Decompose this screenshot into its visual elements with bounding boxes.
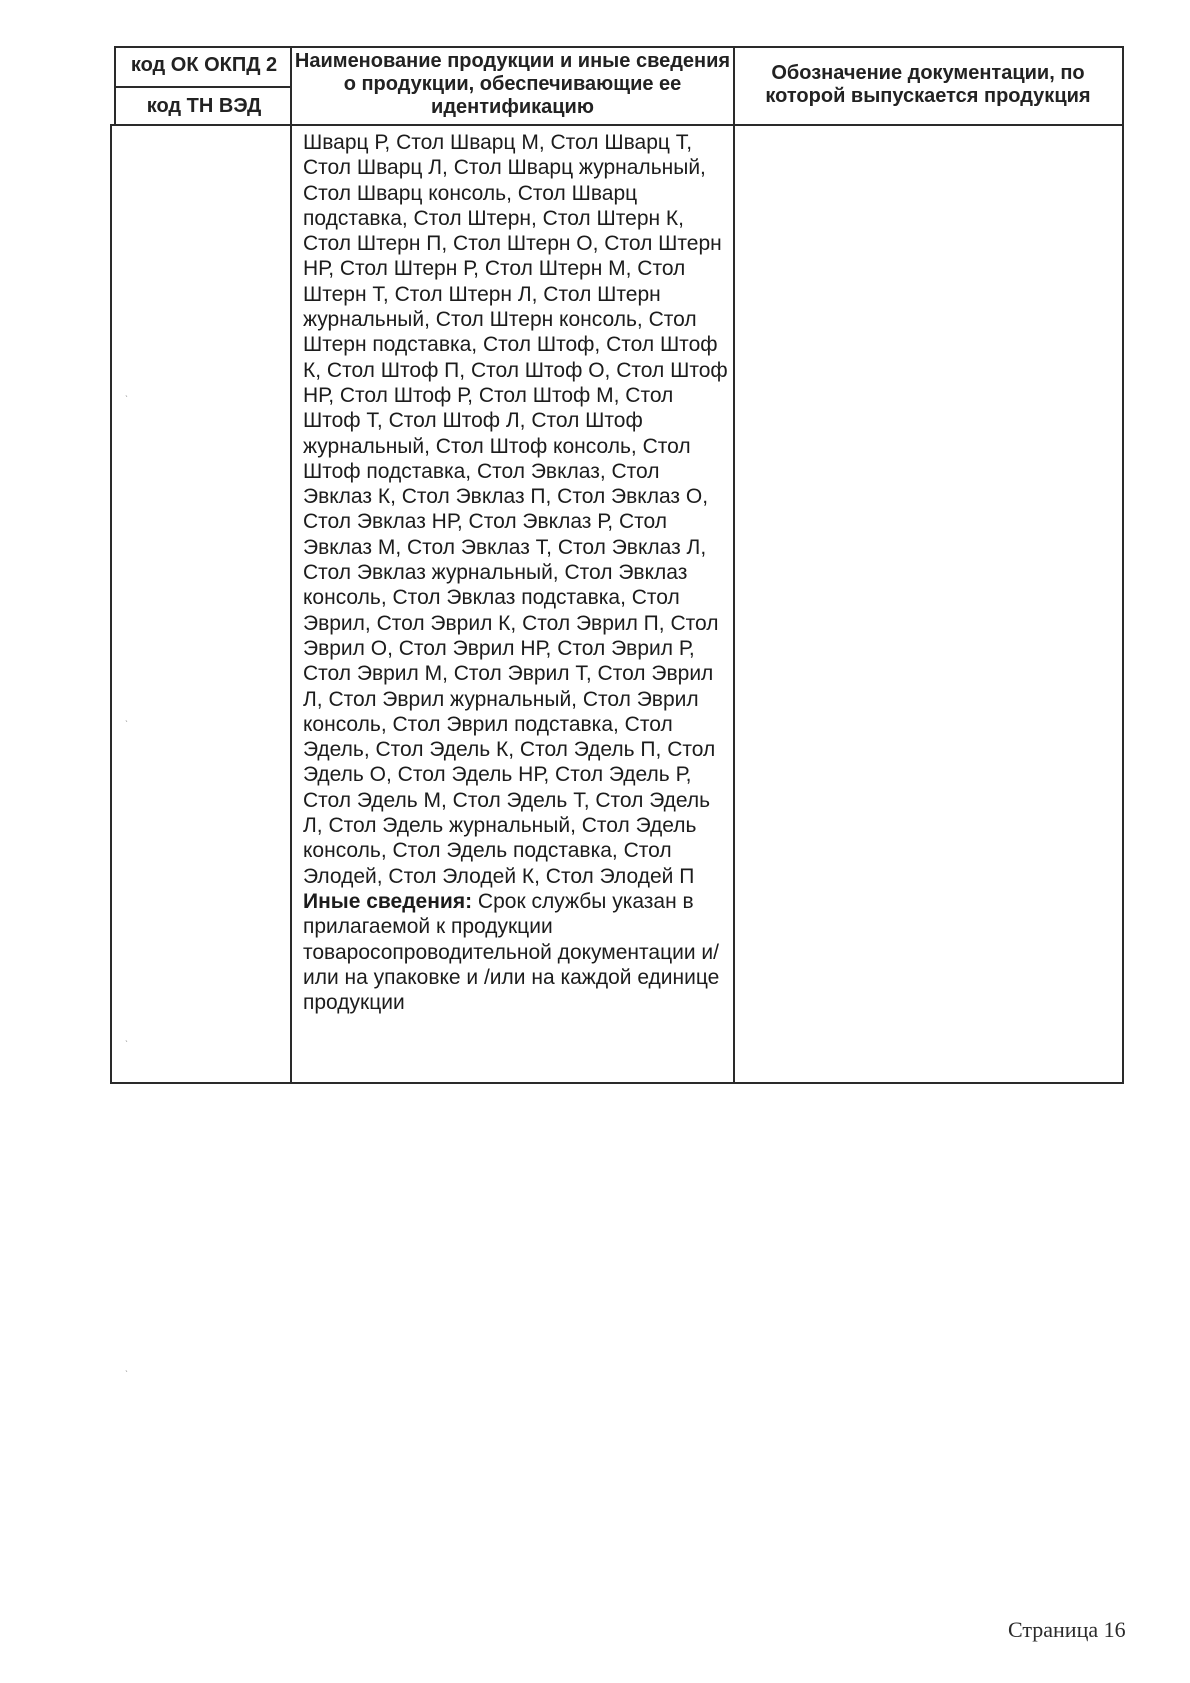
other-info-label: Иные сведения: — [303, 889, 473, 913]
scan-speck: ˎ — [125, 1362, 129, 1373]
scan-speck: ˎ — [125, 1032, 129, 1043]
header-bottom-border — [110, 124, 1124, 126]
product-description-cell — [303, 130, 733, 1015]
product-list-text: Шварц Р, Стол Шварц М, Стол Шварц Т, Стол Шварц Л, Стол Шварц журнальный, Стол Шварц консоль, Стол Шварц подставка, Стол Штерн, Стол Штерн К, Стол Штерн П, Стол Штерн О, Стол Штерн НР, Стол Штерн Р, Стол Штерн М, Стол Штерн Т, Стол Штерн Л, Стол Штерн журнальный, Стол Штерн консоль, Стол Штерн подставка, Стол Штоф, Стол Штоф К, Стол Штоф П, Стол Штоф О, Стол Штоф НР, Стол Штоф Р, Стол Штоф М, Стол Штоф Т, Стол Штоф Л, Стол Штоф журнальный, Стол Штоф консоль, Стол Штоф подставка, Стол Эвклаз, Стол Эвклаз К, Стол Эвклаз П, Стол Эвклаз О, Стол Эвклаз НР, Стол Эвклаз Р, Стол Эвклаз М, Стол Эвклаз Т, Стол Эвклаз Л, Стол Эвклаз журнальный, Стол Эвклаз консоль, Стол Эвклаз подставка, Стол Эврил, Стол Эврил К, Стол Эврил П, Стол Эврил О, Стол Эврил НР, Стол Эврил Р, Стол Эврил М, Стол Эврил Т, Стол Эврил Л, Стол Эврил журнальный, Стол Эврил консоль, Стол Эврил подставка, Стол Эдель, Стол Эдель К, Стол Эдель П, Стол Эдель О, Стол Эдель НР, Стол Эдель Р, Стол Эдель М, Стол Эдель Т, Стол Эдель Л, Стол Эдель журнальный, Стол Эдель консоль, Стол Эдель подставка, Стол Элодей, Стол Элодей К, Стол Элодей П — [303, 131, 728, 888]
code-header-divider — [114, 86, 292, 88]
header-product-name: Наименование продукции и иные сведения о продукции, обеспечивающие ее идентификацию — [294, 50, 731, 118]
header-documentation: Обозначение документации, по которой выпускается продукция — [765, 62, 1091, 107]
certificate-appendix-table — [110, 46, 1125, 1084]
table-left-border — [110, 124, 112, 1084]
table-bottom-border — [110, 1082, 1124, 1084]
scan-speck: ˎ — [125, 712, 129, 723]
table-right-border — [1122, 46, 1124, 1084]
page-number: Страница 16 — [1008, 1617, 1126, 1642]
header-okpd-code: код ОК ОКПД 2 — [130, 54, 278, 76]
column-divider-2 — [733, 46, 735, 1084]
column-divider-1 — [290, 46, 292, 1084]
header-tnved-code: код ТН ВЭД — [146, 95, 262, 117]
other-info-text: Срок службы указан в прилагаемой к продукции товаросопроводительной документации и/или на упаковке и /или на каждой единице продукции — [303, 889, 720, 1015]
table-top-border — [114, 46, 1124, 48]
scan-speck: ˎ — [125, 387, 129, 398]
